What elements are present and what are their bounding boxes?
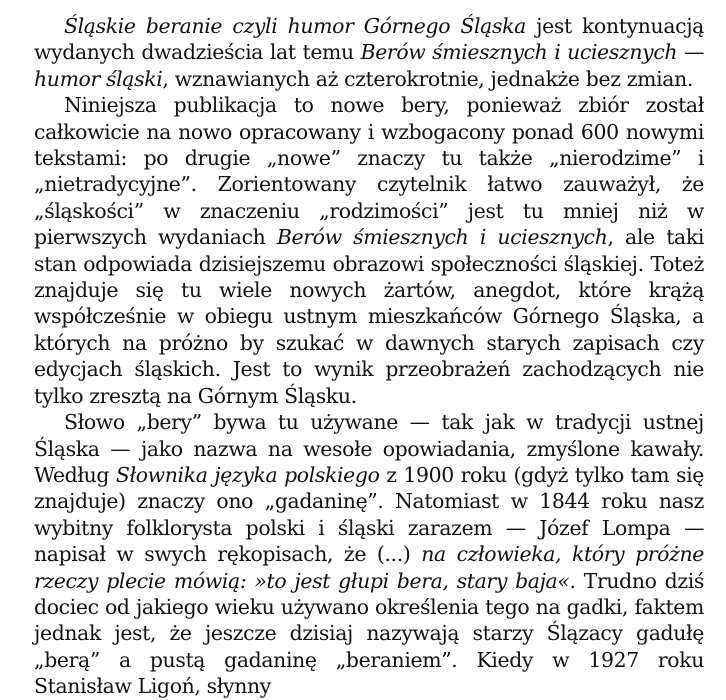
italic-quotation: na człowieka, który próżne rzeczy plecie mówią: »to jest głupi bera, stary baja« [34,542,704,593]
text-segment: . Trudno dziś dociec od jakiego wieku używano określenia tego na gadki, faktem jednak jest, że jeszcze dzisiaj nazywają starzy Ślązacy gadułę „berą” a pustą gadaninę „beraniem”. Kiedy w 1927 roku Stanisław Ligoń, słynny [34,568,704,699]
paragraph-3 [34,409,704,699]
text-segment: jest kontynuacją wydanych dwadzieścia lat temu [34,14,704,65]
text-segment: Niniejsza publikacja to nowe bery, ponieważ zbiór został całkowicie na nowo opracowany i wzbogacony ponad 600 nowymi tekstami: po drugie „nowe” znaczy tu także „nierodzime” i „nietradycyjne”. Zorientowany czytelnik łatwo zauważył, że „śląskości” w znaczeniu „rodzimości” jest tu mniej niż w pierwszych wydaniach [34,93,704,250]
text-segment: , ale taki stan odpowiada dzisiejszemu obrazowi społeczności śląskiej. Toteż znajduje się tu wiele nowych żartów, anegdot, które krążą współcześnie w obiegu ustnym mieszkańców Górnego Śląska, a których na próżno by szukać w dawnych starych zapisach czy edycjach śląskich. Jest to wynik przeobrażeń zachodzących nie tylko zresztą na Górnym Śląsku. [34,225,705,408]
italic-book-title: Berów śmiesznych i uciesznych [276,225,608,250]
text-segment: , wznawianych aż czterokrotnie, jednakże bez zmian. [162,66,693,91]
italic-book-title: Śląskie beranie czyli humor Górnego Śląska [64,14,526,38]
text-segment: z 1900 roku (gdyż tylko tam się znajduje) znaczy ono „gadaninę”. Natomiast w 1844 roku nasz wybitny folklorysta polski i śląski zarazem — Józef Lompa — napisał w swych rękopisach, że (...) [34,462,704,567]
italic-dictionary-title: Słownika języka polskiego [115,462,380,487]
italic-book-title: Berów śmiesznych i uciesznych — humor śląski [34,40,704,91]
text-segment: Słowo „bery” bywa tu używane — tak jak w tradycji ustnej Śląska — jako nazwa na wesołe opowiadania, zmyślone kawały. Według [34,410,704,487]
paragraph-1 [34,13,704,92]
paragraph-2 [34,92,704,409]
